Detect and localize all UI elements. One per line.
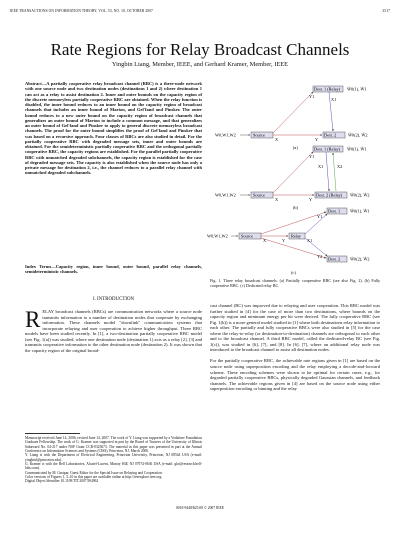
index-terms: Index Terms—Capacity region, inner bound, outer bound, parallel relay channels, semideterministic channels. — [25, 264, 202, 275]
x2-label: X2 — [337, 164, 343, 169]
source-label: Source — [253, 192, 265, 198]
introduction-text — [25, 309, 202, 353]
footnote-rule — [25, 433, 80, 434]
footnote: Communicated by M. Gastpar, Guest Editor for the Special Issue on Relaying and Cooperation. — [25, 470, 163, 475]
dest2-label: Dest. 2 (Relay) — [316, 192, 343, 198]
panel-b — [215, 146, 370, 210]
figure-caption: Fig. 1. Three relay broadcast channels. (a) Partially cooperative RBC (see also Fig. 2). (b) Fully cooperative RBC. (c) Dedicated relay BC. — [210, 278, 380, 288]
panel-label: (b) — [293, 205, 299, 210]
figure-1 — [205, 78, 385, 278]
footnote: G. Kramer is with the Bell Laboratories, Alcatel-Lucent, Murray Hill, NJ 07974-0636 USA (e-mail: gkr@research.bell-labs.com). — [25, 462, 202, 471]
relay-x-label: X1 — [307, 238, 313, 243]
copyright-footer: 0018-9448/$25.00 © 2007 IEEE — [175, 506, 225, 510]
source-input: W0,W1,W2 — [207, 233, 228, 239]
dest1-output: Ŵ0(1), Ŵ1 — [350, 208, 370, 214]
footnote: Y. Liang is with the Department of Electrical Engineering, Princeton University, Princeton, NJ 08544 USA (e-mail: yingbinl@princeton.edu). — [25, 453, 202, 462]
dest2-label: Dest. 2 — [324, 132, 337, 138]
paper-title: Rate Regions for Relay Broadcast Channels — [50, 40, 350, 59]
y1-label: Y1 — [309, 94, 315, 99]
running-header — [10, 9, 390, 17]
relay-label: Relay — [291, 233, 302, 239]
source-input: W0,W1,W2 — [215, 192, 236, 198]
relay-label: Dest. 1 (Relay) — [314, 146, 341, 152]
relay-output: Ŵ0(1), Ŵ1 — [347, 146, 367, 152]
dest2-output: Ŵ0(2), Ŵ2 — [350, 256, 370, 262]
footnote: Manuscript received June 14, 2006; revised June 14, 2007. The work of Y. Liang was supported by a Vodafone Foundation Graduate Fellowship. The work of G. Kramer was supported in part by the Board of Trustees of the University of Illinois Subaward No. 04-217 under NSF Grant CCR-0325673. The material in this paper was presented in part at the Annual Conference on Information Sciences and Systems (CISS), Princeton, NJ, March 2006. — [25, 436, 202, 454]
authors: Yingbin Liang, Member, IEEE, and Gerhard Kramer, Member, IEEE — [111, 61, 289, 68]
relay-y-label: Y — [282, 238, 286, 243]
panel-a — [215, 86, 368, 150]
abstract: Abstract—A partially cooperative relay broadcast channel (RBC) is a three-node network with one source node and two destination nodes (destinations 1 and 2) where destination 1 can act as a relay to assist destination 2. Inner and outer bounds on the capacity region of the discrete memoryless partially cooperative RBC are obtained. When the relay function is disabled, the inner bound reduces to an inner bound on the capacity region of broadcast channels that includes an inner bound of Marton, and Gel'fand and Pinsker. The outer bound reduces to a new outer bound on the capacity region of broadcast channels that generalizes an outer bound of Marton to include a common message, and that generalizes an outer bound of Gel'fand and Pinsker to apply to general discrete memoryless broadcast channels. The proof for the outer bound simplifies the proof of Gel'fand and Pinsker that was based on a recursive approach. Four classes of RBCs are also studied in detail. For the partially cooperative RBC with degraded message sets, inner and outer bounds are obtained. For the semideterministic partially cooperative RBC and the orthogonal partially cooperative RBC, the capacity regions are established. For the parallel partially cooperative RBC with unmatched degraded subchannels, the capacity region is established for the case of degraded message sets. The capacity is also established when the source node has only a private message for destination 2, i.e., the channel reduces to a parallel relay channel with unmatched degraded subchannels. — [25, 81, 202, 176]
source-label: Source — [253, 132, 265, 138]
x-label: X — [275, 137, 279, 142]
dest2-output: Ŵ0(2), Ŵ2 — [350, 192, 370, 198]
footnote: Digital Object Identifier 10.1109/TIT.2007.904962 — [25, 479, 99, 484]
drop-cap: R — [25, 307, 41, 332]
panel-c — [207, 208, 370, 275]
panel-label: (a) — [293, 145, 298, 150]
intro-body: ELAY broadcast channels (RBCs) are communication networks where a source node transmits information to a number of destination nodes that cooperate by exchanging information. These channels model "downlink" communication systems that incorporate relaying and user cooperation to achieve higher throughput. Three RBC models have been studied recently. In [1], a two-destination partially cooperative RBC model (see Fig. 1(a)) was studied, where one destination node (destination 1) acts as a relay [2], [3] and transmits cooperative information to the other destination node (destination 2). It was shown that the capacity region of the original broad- — [25, 309, 202, 353]
x-label: X — [263, 238, 267, 243]
journal-header: IEEE TRANSACTIONS ON INFORMATION THEORY, VOL. 53, NO. 10, OCTOBER 2007 — [10, 9, 153, 13]
page-number: 3517 — [382, 9, 390, 13]
y-label: Y — [315, 137, 319, 142]
dest2-label: Dest. 2 — [328, 256, 341, 262]
panel-label: (c) — [291, 270, 296, 275]
x1-label: X1 — [331, 97, 337, 102]
right-column-text: cast channel (BC) was improved due to relaying and user cooperation. This RBC model was further studied in [4] for the case of more than two destinations, where bounds on the capacity region and minimum energy per bit were derived. The fully cooperative RBC (see Fig. 1(b)) is a more general model studied in [1] where both destinations relay information to each other. The partially and fully cooperative RBCs were also studied in [5] for the case where the relay-to-relay (or destination-to-destination) channels are orthogonal to each other and to the broadcast channel. A third RBC model, called the dedicated-relay BC (see Fig. 1(c)), was studied in [6], [7], and [8]. In [6], [7], where an additional relay node was introduced to the broadcast channel to assist all destination nodes. For the partially cooperative RBC, the achievable rate regions given in [1] are based on the source node using superposition encoding and the relay employing a decode-and-forward scheme. These encoding schemes were shown to be optimal for certain cases; e.g., for degraded partially cooperative RBCs, physically degraded Gaussian channels, and feedback channels. The achievable regions given in [4] are based on the source node using either superposition encoding or binning and the relay — [210, 303, 380, 392]
footnote: Color versions of Figures 1, 3–10 in this paper are available online at http://ieeexplore.ieee.org. — [25, 475, 163, 480]
dest1-label: Dest. 1 — [328, 208, 341, 214]
dest2-output: Ŵ0(2), Ŵ2 — [348, 132, 368, 138]
source-input: W0,W1,W2 — [215, 132, 236, 138]
relay-label: Dest. 1 (Relay) — [314, 86, 341, 92]
x1-label: X1 — [318, 164, 324, 169]
footnotes — [25, 436, 202, 484]
y-label: Y — [309, 197, 313, 202]
relay-output: Ŵ0(1), Ŵ1 — [347, 86, 367, 92]
y1-label: Y1 — [309, 154, 315, 159]
x-label: X — [275, 197, 279, 202]
section-title: I. INTRODUCTION — [92, 297, 135, 302]
y2-label: Y2 — [317, 254, 323, 259]
source-label: Source — [241, 233, 253, 239]
y1-label: Y1 — [317, 214, 323, 219]
